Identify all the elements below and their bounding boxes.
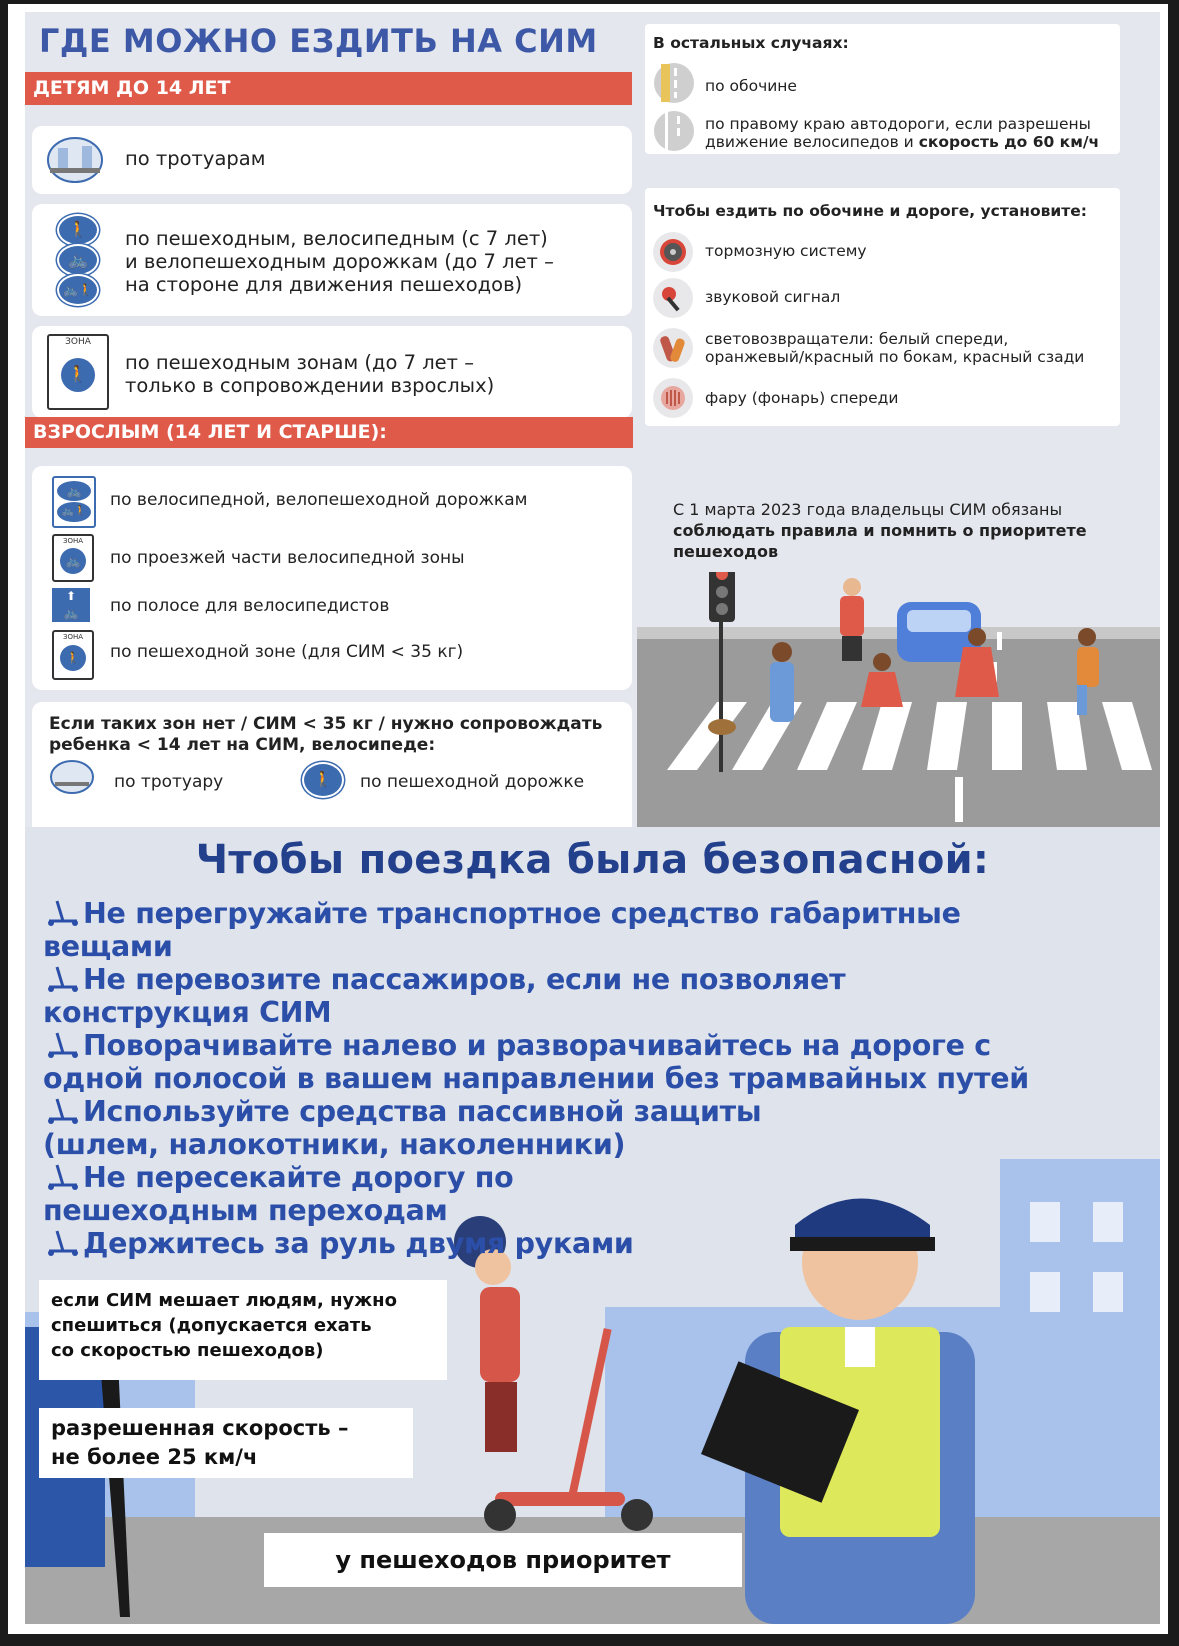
- adults-item4: по пешеходной зоне (для СИМ < 35 кг): [110, 642, 464, 662]
- kids-paths-line3: на стороне для движения пешеходов): [125, 273, 523, 296]
- safety-rule-line: [43, 1194, 448, 1228]
- dismount-line1: если СИМ мешает людям, нужно: [51, 1290, 397, 1311]
- safety-rule-text: (шлем, налокотники, наколенники): [43, 1128, 626, 1161]
- dismount-line2: спешиться (допускается ехать: [51, 1315, 372, 1336]
- march-note-line3: пешеходов: [673, 542, 779, 561]
- equipment-item1: тормозную систему: [705, 242, 867, 260]
- safety-rule-text: Не перевозите пассажиров, если не позволяет: [83, 963, 846, 996]
- bike-zone-sign-icon: ЗОНА 🚲: [52, 534, 94, 582]
- dismount-note: [39, 1280, 447, 1380]
- brake-icon: [653, 232, 693, 272]
- zone-sign-label: ЗОНА: [62, 633, 84, 641]
- other-item1: по обочине: [705, 77, 797, 95]
- adults-item2: по проезжей части велосипедной зоны: [110, 548, 465, 568]
- pedestrian-zone-sign-icon: [47, 334, 109, 410]
- page-title: ГДЕ МОЖНО ЕЗДИТЬ НА СИМ: [39, 22, 598, 60]
- scooter-icon: [43, 1227, 83, 1261]
- alt-line2: ребенка < 14 лет на СИМ, велосипеде:: [49, 735, 436, 755]
- other-cases-card: [645, 24, 1120, 154]
- equipment-item3-line2: оранжевый/красный по бокам, красный сзади: [705, 348, 1085, 366]
- safety-rule-line: [43, 930, 173, 964]
- safety-rule-line: [43, 1227, 634, 1261]
- pedestrian-sign-icon: 🚶: [57, 214, 99, 246]
- bike-lane-sign-icon: ⬆ 🚲: [52, 588, 90, 622]
- other-item2-line1: по правому краю автодороги, если разрешены: [705, 115, 1091, 133]
- bike-path-sign-icon: 🚲 🚲🚶: [52, 476, 96, 528]
- equipment-title: Чтобы ездить по обочине и дороге, установите:: [653, 202, 1087, 220]
- scooter-icon: [43, 1029, 83, 1063]
- alternative-card: [32, 702, 632, 827]
- reflector-icon: [653, 328, 693, 368]
- safety-rule-line: [43, 996, 331, 1030]
- safety-rule-text: вещами: [43, 930, 173, 963]
- sidewalk-icon: [46, 136, 104, 184]
- kids-sidewalk-text: по тротуарам: [125, 147, 266, 170]
- where-to-ride-section: [25, 12, 1160, 827]
- safety-title: Чтобы поездка была безопасной:: [195, 837, 990, 883]
- equipment-item4: фару (фонарь) спереди: [705, 389, 899, 407]
- poster: [8, 4, 1168, 1634]
- adults-item1: по велосипедной, велопешеходной дорожкам: [110, 490, 528, 510]
- road-shoulder-icon: [653, 62, 695, 104]
- priority-note: у пешеходов приоритет: [264, 1533, 742, 1587]
- speed-line1: разрешенная скорость –: [51, 1416, 349, 1440]
- safety-rule-line: [43, 1095, 761, 1129]
- safety-rule-line: [43, 897, 961, 931]
- safety-rule-text: Поворачивайте налево и разворачивайтесь на дороге с: [83, 1029, 991, 1062]
- road-edge-icon: [653, 110, 695, 152]
- pedestrian-zone-sign-icon: ЗОНА 🚶: [52, 630, 94, 680]
- march-note-line2: соблюдать правила и помнить о приоритете: [673, 521, 1087, 540]
- other-cases-title: В остальных случаях:: [653, 34, 849, 52]
- equipment-card: [645, 188, 1120, 426]
- pedestrian-path-sign-icon: 🚶: [302, 762, 344, 798]
- pedestrian-icon: 🚶: [61, 358, 95, 392]
- kids-paths-card: [32, 204, 632, 316]
- sidewalk-icon: [49, 760, 95, 794]
- dismount-line3: со скоростью пешеходов): [51, 1340, 324, 1361]
- other-item2-line2: движение велосипедов и скорость до 60 км/ч: [705, 133, 1100, 151]
- kids-sidewalk-card: [32, 126, 632, 194]
- speed-note: [39, 1408, 413, 1478]
- scooter-icon: [43, 1161, 83, 1195]
- safety-rule-text: Используйте средства пассивной защиты: [83, 1095, 762, 1128]
- safety-rule-line: [43, 1161, 513, 1195]
- adults-item3: по полосе для велосипедистов: [110, 596, 390, 616]
- zone-sign-label: ЗОНА: [65, 337, 91, 347]
- safety-rule-line: [43, 1029, 991, 1063]
- safety-rule-text: одной полосой в вашем направлении без трамвайных путей: [43, 1062, 1029, 1095]
- scooter-icon: [43, 897, 83, 931]
- alt-option1: по тротуару: [114, 772, 224, 792]
- safety-section: [25, 827, 1160, 1624]
- headlight-icon: [653, 378, 693, 418]
- safety-rule-line: [43, 1128, 625, 1162]
- alt-line1: Если таких зон нет / СИМ < 35 кг / нужно сопровождать: [49, 714, 603, 734]
- bike-pedestrian-sign-icon: 🚲🚶: [57, 274, 99, 306]
- safety-rule-text: Не пересекайте дорогу по: [83, 1161, 514, 1194]
- march-note-line1: С 1 марта 2023 года владельцы СИМ обязаны: [673, 500, 1063, 519]
- kids-bar: ДЕТЯМ ДО 14 ЛЕТ: [25, 72, 632, 105]
- adults-card: [32, 466, 632, 690]
- adults-bar: ВЗРОСЛЫМ (14 ЛЕТ И СТАРШЕ):: [25, 417, 633, 448]
- scooter-icon: [43, 963, 83, 997]
- safety-rule-text: Не перегружайте транспортное средство габаритные: [83, 897, 961, 930]
- speed-line2: не более 25 км/ч: [51, 1445, 258, 1469]
- kids-zones-card: [32, 326, 632, 418]
- bicycle-sign-icon: 🚲: [57, 244, 99, 276]
- equipment-item2: звуковой сигнал: [705, 288, 841, 306]
- crosswalk-illustration: [637, 572, 1160, 827]
- safety-rule-line: [43, 963, 845, 997]
- kids-zones-line2: только в сопровождении взрослых): [125, 374, 495, 397]
- scooter-icon: [43, 1095, 83, 1129]
- kids-paths-line1: по пешеходным, велосипедным (с 7 лет): [125, 227, 548, 250]
- safety-rule-text: пешеходным переходам: [43, 1194, 448, 1227]
- kids-zones-line1: по пешеходным зонам (до 7 лет –: [125, 351, 474, 374]
- zone-sign-label: ЗОНА: [62, 537, 84, 545]
- kids-paths-line2: и велопешеходным дорожкам (до 7 лет –: [125, 250, 554, 273]
- safety-rule-text: Держитесь за руль двумя руками: [83, 1227, 634, 1260]
- safety-rule-line: [43, 1062, 1029, 1096]
- safety-rule-text: конструкция СИМ: [43, 996, 332, 1029]
- equipment-item3-line1: световозвращатели: белый спереди,: [705, 330, 1009, 348]
- horn-icon: [653, 278, 693, 318]
- alt-option2: по пешеходной дорожке: [360, 772, 585, 792]
